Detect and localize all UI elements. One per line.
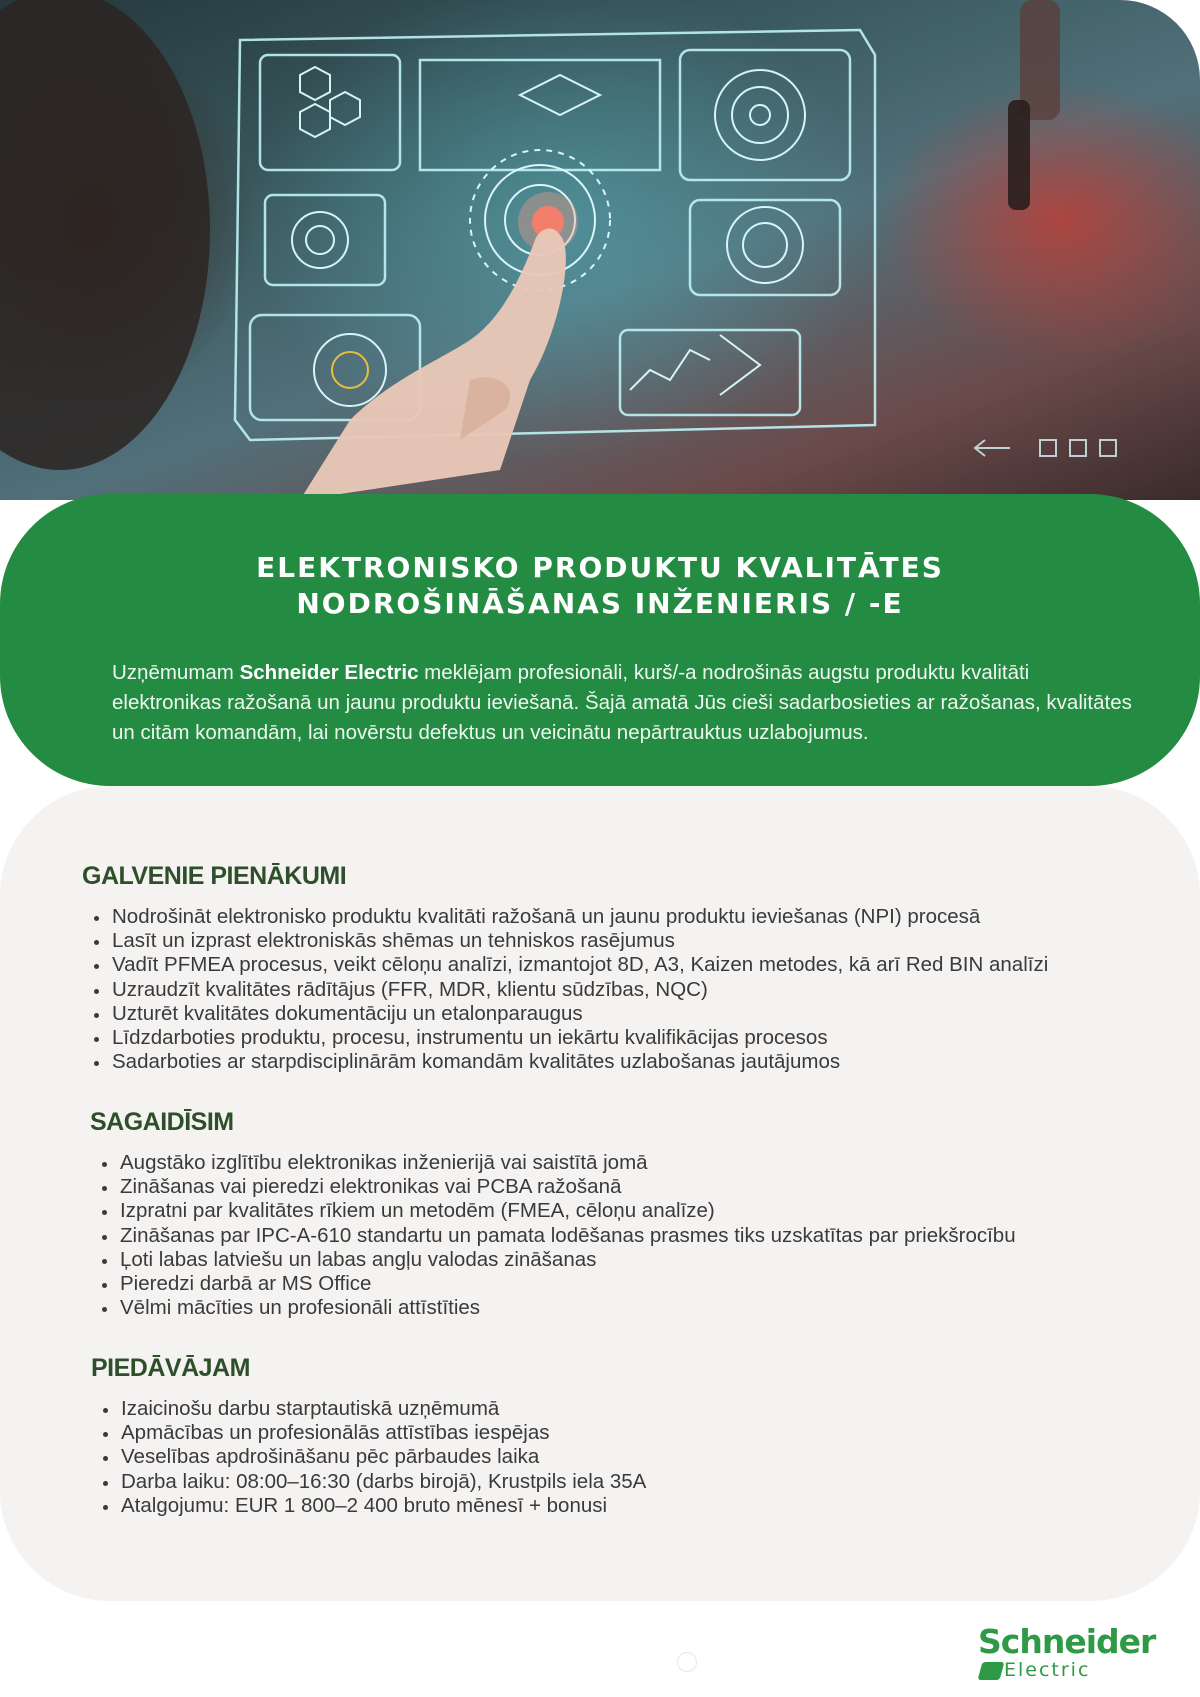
section-title-offer: PIEDĀVĀJAM: [91, 1354, 250, 1382]
company-name: Schneider Electric: [239, 661, 419, 684]
list-item: Nodrošināt elektronisko produktu kvalitāti ražošanā un jaunu produktu ieviešanas (NPI) procesā: [90, 905, 1048, 929]
job-intro: [112, 658, 1132, 748]
list-item: Sadarboties ar starpdisciplinārām komandām kvalitātes uzlabošanas jautājumos: [90, 1050, 1048, 1074]
list-item: Vēlmi mācīties un profesionāli attīstīties: [98, 1296, 1016, 1320]
list-item: Ļoti labas latviešu un labas angļu valodas zināšanas: [98, 1248, 1016, 1272]
hud-interface-illustration: [0, 0, 1200, 500]
offer-list: [99, 1397, 646, 1518]
list-item: Uzraudzīt kvalitātes rādītājus (FFR, MDR, klientu sūdzības, NQC): [90, 978, 1048, 1002]
schneider-electric-logo: [978, 1622, 1158, 1685]
logo-line-2: Electric: [1004, 1659, 1091, 1681]
list-item: Izaicinošu darbu starptautiskā uzņēmumā: [99, 1397, 646, 1421]
intro-text-before: Uzņēmumam: [112, 661, 240, 684]
list-item: Uzturēt kvalitātes dokumentāciju un etalonparaugus: [90, 1002, 1048, 1026]
logo-line-1: Schneider: [978, 1622, 1156, 1661]
list-item: Veselības apdrošināšanu pēc pārbaudes laika: [99, 1445, 646, 1469]
duties-list: [90, 905, 1048, 1074]
globe-icon: [677, 1652, 697, 1672]
list-item: Pieredzi darbā ar MS Office: [98, 1272, 1016, 1296]
hero-photo: [0, 0, 1200, 500]
job-title-line-1: ELEKTRONISKO PRODUKTU KVALITĀTES: [256, 551, 944, 584]
job-title-banner: [0, 494, 1200, 786]
list-item: Augstāko izglītību elektronikas inženierijā vai saistītā jomā: [98, 1151, 1016, 1175]
list-item: Zināšanas vai pieredzi elektronikas vai PCBA ražošanā: [98, 1175, 1016, 1199]
section-title-expect: SAGAIDĪSIM: [90, 1108, 234, 1136]
job-title: [0, 550, 1200, 622]
list-item: Atalgojumu: EUR 1 800–2 400 bruto mēnesī + bonusi: [99, 1494, 646, 1518]
list-item: Zināšanas par IPC-A-610 standartu un pamata lodēšanas prasmes tiks uzskatītas par priekšrocību: [98, 1224, 1016, 1248]
hero-image-frame: [0, 0, 1200, 500]
list-item: Apmācības un profesionālās attīstības iespējas: [99, 1421, 646, 1445]
list-item: Izpratni par kvalitātes rīkiem un metodēm (FMEA, cēloņu analīze): [98, 1199, 1016, 1223]
list-item: Darba laiku: 08:00–16:30 (darbs birojā), Krustpils iela 35A: [99, 1470, 646, 1494]
expect-list: [98, 1151, 1016, 1320]
intro-text-after: meklējam profesionāli, kurš/-a nodrošinās augstu produktu kvalitāti elektronikas ražošanā un jaunu produktu ieviešanā. Šajā amatā Jūs cieši sadarbosieties ar ražošanas, kvalitātes un citām komandām, lai novērstu defektus un veicinātu nepārtrauktus uzlabojumus.: [112, 661, 1132, 744]
list-item: Vadīt PFMEA procesus, veikt cēloņu analīzi, izmantojot 8D, A3, Kaizen metodes, kā arī Red BIN analīzi: [90, 953, 1048, 977]
job-title-line-2: NODROŠINĀŠANAS INŽENIERIS / -E: [296, 587, 904, 620]
list-item: Lasīt un izprast elektroniskās shēmas un tehniskos rasējumus: [90, 929, 1048, 953]
section-title-duties: GALVENIE PIENĀKUMI: [82, 862, 347, 890]
list-item: Līdzdarboties produktu, procesu, instrumentu un iekārtu kvalifikācijas procesos: [90, 1026, 1048, 1050]
